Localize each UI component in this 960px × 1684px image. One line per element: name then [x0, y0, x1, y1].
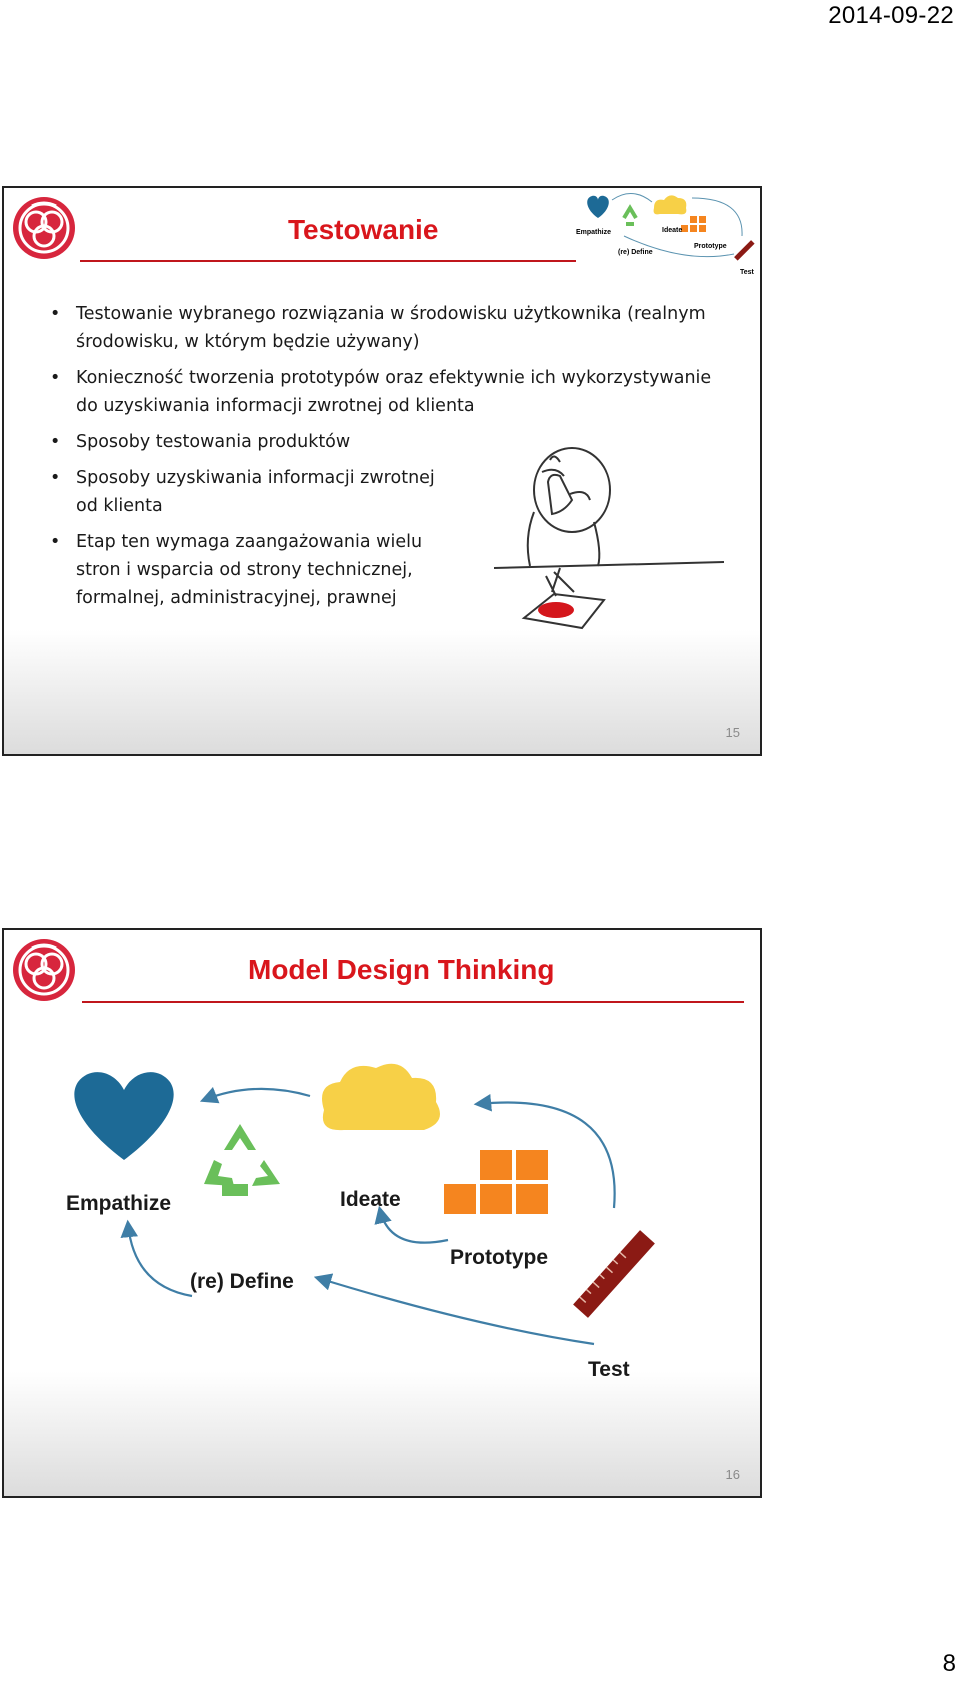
- bullet-item: • Sposoby testowania produktów: [44, 428, 724, 456]
- red-button: [538, 602, 574, 618]
- label-define: (re) Define: [190, 1270, 294, 1293]
- mini-label-test: Test: [740, 269, 754, 276]
- bullet-item: • Konieczność tworzenia prototypów oraz efektywnie ich wykorzystywanie do uzyskiwania informacji zwrotnej od klienta: [44, 364, 724, 420]
- slide-model-design-thinking: [2, 928, 762, 1498]
- page-date: 2014-09-22: [828, 2, 954, 29]
- squares-icon: [681, 216, 706, 232]
- recycle-icon: [204, 1124, 280, 1196]
- page-number: 8: [942, 1650, 956, 1677]
- label-empathize: Empathize: [66, 1192, 172, 1215]
- slide-title: Testowanie: [288, 214, 439, 245]
- slide-number: 16: [725, 1467, 740, 1482]
- ruler-icon: [573, 1230, 655, 1318]
- mini-label-define: (re) Define: [618, 249, 653, 256]
- logo-icon: [12, 196, 76, 260]
- heart-icon: [587, 196, 609, 218]
- cartoon-button-press-illustration: [494, 442, 724, 637]
- design-thinking-mini-diagram: [574, 188, 764, 278]
- label-test: Test: [588, 1358, 630, 1381]
- logo-icon: [12, 938, 76, 1002]
- heart-icon: [74, 1072, 173, 1160]
- mini-label-empathize: Empathize: [576, 229, 612, 236]
- ruler-icon: [734, 240, 755, 261]
- slide-testowanie: [2, 186, 762, 756]
- cloud-icon: [654, 195, 687, 214]
- label-prototype: Prototype: [450, 1246, 549, 1269]
- bullet-item: • Etap ten wymaga zaangażowania wielu stron i wsparcia od strony technicznej, formalnej, administracyjnej, prawnej: [44, 528, 436, 612]
- bullet-item: • Testowanie wybranego rozwiązania w środowisku użytkownika (realnym środowisku, w którym będzie używany): [44, 300, 724, 356]
- bullet-item: • Sposoby uzyskiwania informacji zwrotnej od klienta: [44, 464, 436, 520]
- mini-label-prototype: Prototype: [694, 243, 727, 250]
- label-ideate: Ideate: [340, 1188, 401, 1211]
- squares-icon: [444, 1150, 548, 1214]
- recycle-icon: [624, 208, 636, 224]
- cloud-icon: [322, 1064, 440, 1130]
- slide-number: 15: [725, 725, 740, 740]
- title-underline: [82, 1001, 744, 1003]
- title-underline: [80, 260, 576, 262]
- slide-title: Model Design Thinking: [248, 954, 555, 985]
- mini-label-ideate: Ideate: [662, 227, 683, 234]
- design-thinking-diagram: [54, 1060, 734, 1390]
